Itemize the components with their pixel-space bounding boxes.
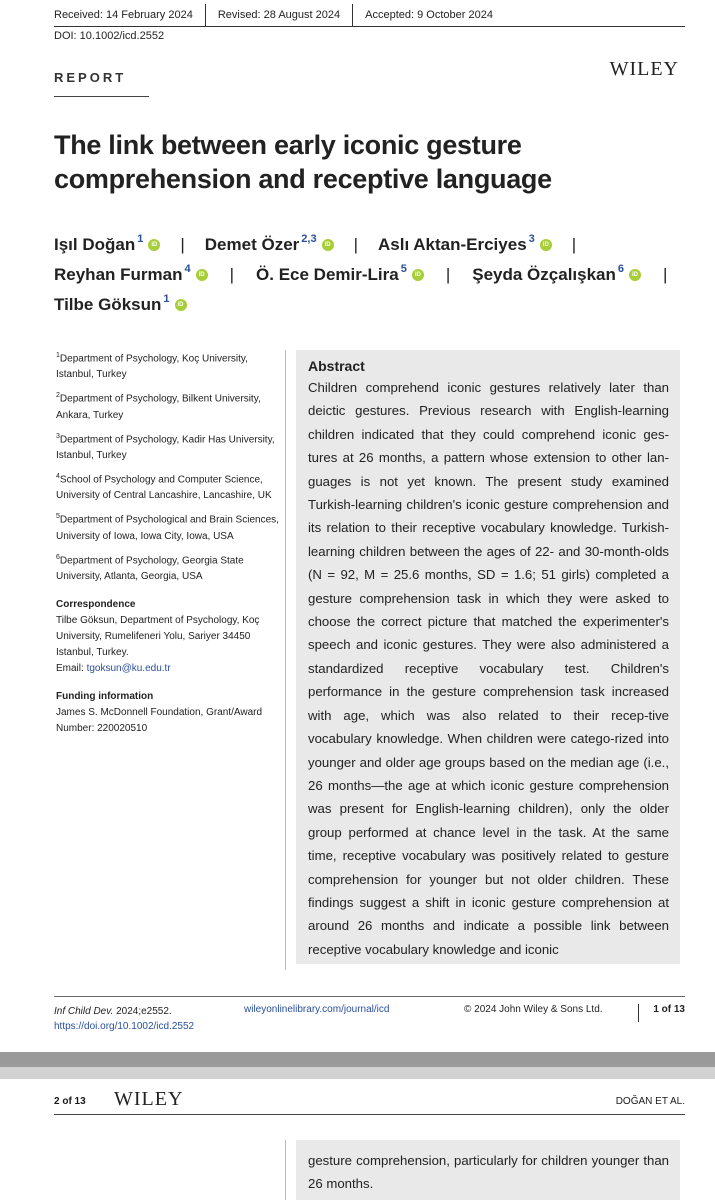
abstract-continued-box <box>296 1140 680 1200</box>
article-type-rule <box>54 96 149 97</box>
copyright: © 2024 John Wiley & Sons Ltd. <box>464 1004 603 1015</box>
funding-text: James S. McDonnell Foundation, Grant/Award Number: 220020510 <box>56 706 263 734</box>
footer-rule <box>54 996 685 997</box>
affiliation: $^1$Department of Psychology, Koç University, Istanbul, Turkey <box>56 352 248 381</box>
author[interactable]: Demet Özer $^{2,3}$ iD <box>205 230 334 260</box>
page2-header <box>54 1088 685 1116</box>
page2-column-divider <box>285 1140 286 1200</box>
journal-citation: Inf Child Dev. 2024;e2552. https://doi.org/10.1002/icd.2552 <box>54 1006 195 1032</box>
page-number: 1 of 13 <box>638 1004 685 1022</box>
correspondence-email: Email: tgoksun@ku.edu.tr <box>56 662 171 674</box>
author-list: Işıl Doğan $^1$ iD | Demet Özer $^{2,3}$ iD | Aslı Aktan-Erciyes $^3$ iD | Reyhan Furman $^4$ iD | Ö. Ece Demir-Lira $^5$ iD | Şeyda Özçalışkan $^6$ iD | Tilbe Göksun $^1$ iD <box>54 230 684 320</box>
orcid-icon[interactable]: iD <box>412 269 424 281</box>
affiliation: $^2$Department of Psychology, Bilkent University, Ankara, Turkey <box>56 392 261 421</box>
page-break <box>0 1052 715 1067</box>
publisher-logo: WILEY <box>609 58 679 80</box>
orcid-icon[interactable]: iD <box>629 269 641 281</box>
email-link[interactable]: tgoksun@ku.edu.tr <box>86 662 171 674</box>
abstract-box <box>296 350 680 964</box>
abstract-heading: Abstract <box>308 358 365 374</box>
page-break-shadow <box>0 1067 715 1079</box>
doi: DOI: 10.1002/icd.2552 <box>54 30 165 42</box>
affiliations-column <box>56 348 281 737</box>
article-title <box>54 128 614 196</box>
abstract-continued-text: gesture comprehension, particularly for children younger than 26 months. <box>308 1153 669 1192</box>
article-type: REPORT <box>54 70 127 85</box>
page2-header-rule <box>54 1114 685 1115</box>
orcid-icon[interactable]: iD <box>196 269 208 281</box>
doi-link[interactable]: https://doi.org/10.1002/icd.2552 <box>54 1021 195 1032</box>
author[interactable]: Aslı Aktan-Erciyes $^3$ iD <box>378 230 552 260</box>
correspondence-heading: Correspondence <box>56 598 136 610</box>
author[interactable]: Şeyda Özçalışkan $^6$ iD <box>472 260 641 290</box>
funding-heading: Funding information <box>56 690 154 702</box>
journal-site-link[interactable]: wileyonlinelibrary.com/journal/icd <box>244 1004 390 1015</box>
affiliation: $^4$School of Psychology and Computer Science, University of Central Lancashire, Lancashire, UK <box>56 472 272 502</box>
affiliation: $^5$Department of Psychological and Brain Sciences, University of Iowa, Iowa City, Iowa, USA <box>56 513 279 542</box>
correspondence-text: Tilbe Göksun, Department of Psychology, Koç University, Rumelifeneri Yolu, Sariyer 34450 Istanbul, Turkey. <box>56 614 260 658</box>
orcid-icon[interactable]: iD <box>540 239 552 251</box>
title-line-1: The link between early iconic gesture <box>54 130 522 160</box>
column-divider <box>285 350 286 970</box>
author[interactable]: Ö. Ece Demir-Lira $^5$ iD <box>256 260 424 290</box>
title-line-2: comprehension and receptive language <box>54 164 552 194</box>
received-date: Received: 14 February 2024 <box>54 4 206 26</box>
orcid-icon[interactable]: iD <box>148 239 160 251</box>
author[interactable]: Reyhan Furman $^4$ iD <box>54 260 208 290</box>
affiliation: $^3$Department of Psychology, Kadir Has University, Istanbul, Turkey <box>56 432 275 461</box>
header-rule <box>54 26 685 27</box>
page2-number: 2 of 13 <box>54 1096 86 1107</box>
affiliation: $^6$Department of Psychology, Georgia State University, Atlanta, Georgia, USA <box>56 553 244 582</box>
revised-date: Revised: 28 August 2024 <box>206 4 353 26</box>
accepted-date: Accepted: 9 October 2024 <box>365 9 493 21</box>
publication-dates <box>54 4 505 26</box>
abstract-text: Children comprehend iconic gestures relatively later than deictic gestures. Previous research with English-learning children indicated that they could comprehend iconic ges-tures at 26 months, a pattern whose extension to other lan-guages is not yet known. The present study examined Turkish-learning children's iconic gesture comprehension and its relation to their receptive vocabulary knowledge. Turkish-learning children between the ages of 22- and 30-month-olds (N = 92, M = 25.6 months, SD = 1.6; 51 girls) completed a gesture comprehension task in which they were asked to choose the correct picture that matched the experimenter's speech and iconic gestures. They were also administered a standardized receptive vocabulary test. Children's performance in the gesture comprehension task increased with age, which was also related to their recep-tive vocabulary knowledge. When children were catego-rized into younger and older age groups based on the median age (i.e., 26 months—the age at which iconic gesture comprehension was present for English-learning children), only the older group performed at chance level in the task. At the same time, receptive vocabulary was positively related to gesture comprehension for younger but not older children. These findings suggest a shift in iconic gesture comprehension at around 26 months and indicate a possible link between receptive vocabulary knowledge and iconic <box>308 380 669 957</box>
author[interactable]: Işıl Doğan $^1$ iD <box>54 230 160 260</box>
running-head: DOĞAN ET AL. <box>615 1096 685 1107</box>
author[interactable]: Tilbe Göksun $^1$ iD <box>54 290 187 320</box>
orcid-icon[interactable]: iD <box>322 239 334 251</box>
page2-publisher-logo: WILEY <box>114 1088 184 1110</box>
orcid-icon[interactable]: iD <box>175 299 187 311</box>
